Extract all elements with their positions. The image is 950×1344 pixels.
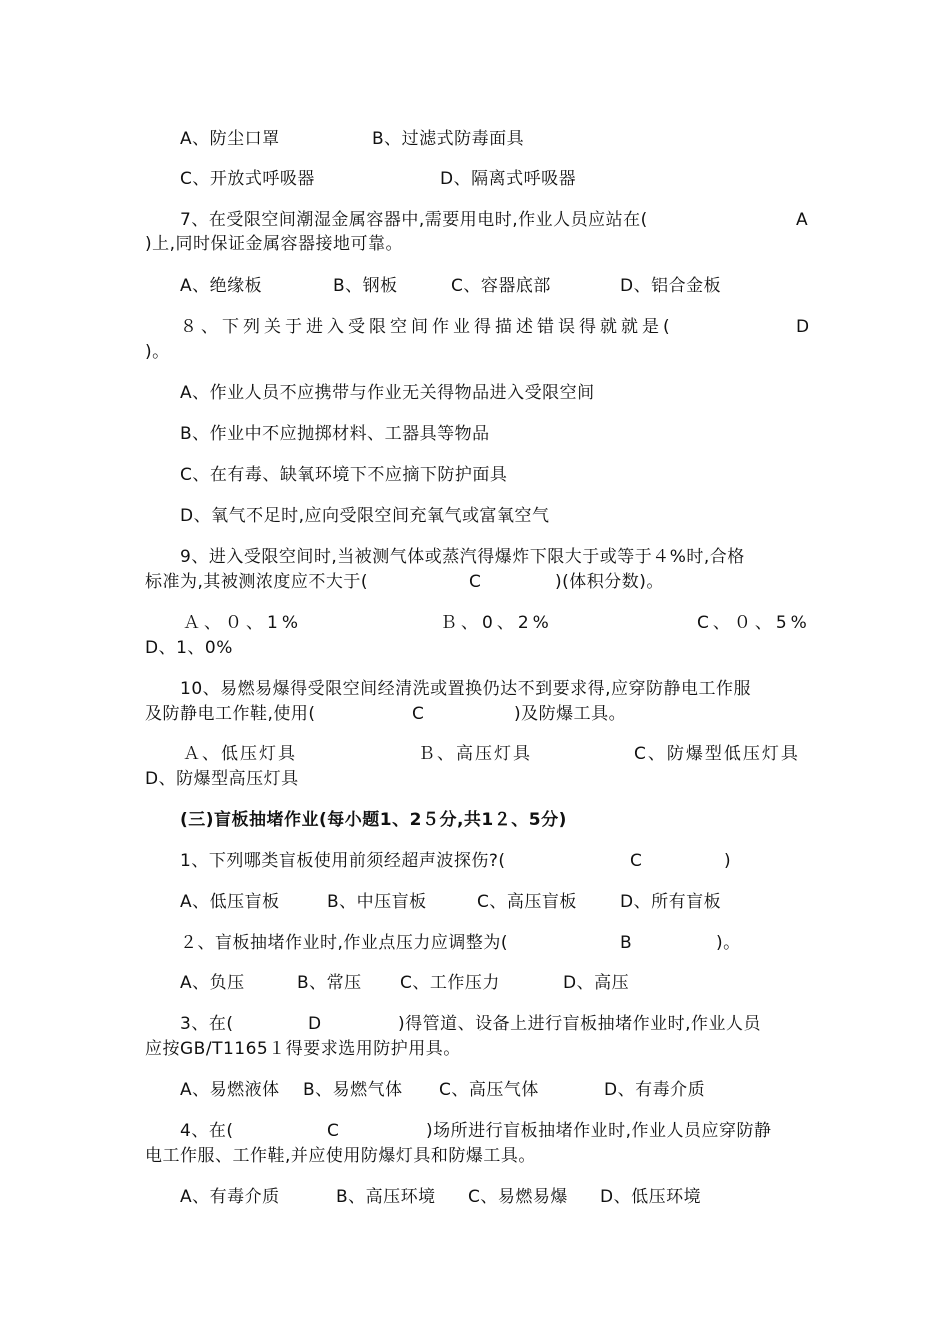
q8-answer: D [796, 317, 810, 337]
q9-stem-close: )(体积分数)。 [555, 572, 664, 592]
s3-q4-stem: 4、在( [180, 1121, 234, 1141]
s3-q4-stem-continued: 电工作服、工作鞋,并应使用防爆灯具和防爆工具。 [145, 1146, 536, 1166]
q7-option-b: B、钢板 [333, 276, 398, 296]
s3-q3-option-c: C、高压气体 [439, 1080, 539, 1100]
q9-stem: 9、进入受限空间时,当被测气体或蒸汽得爆炸下限大于或等于４%时,合格 [180, 547, 745, 567]
s3-q4-answer: C [327, 1121, 340, 1141]
s3-q2-option-c: C、工作压力 [400, 973, 500, 993]
q10-answer: C [412, 704, 425, 724]
s3-q3-option-b: B、易燃气体 [303, 1080, 403, 1100]
q8-stem: ８、下列关于进入受限空间作业得描述错误得就就是( [180, 317, 674, 337]
s3-q3-stem-continued: 应按GB/T1165１得要求选用防护用具。 [145, 1039, 461, 1059]
s3-q1-stem: 1、下列哪类盲板使用前须经超声波探伤?( [180, 851, 506, 871]
q6-option-c: C、开放式呼吸器 [180, 169, 315, 189]
s3-q3-answer: D [308, 1014, 322, 1034]
q8-stem-continued: )。 [145, 342, 170, 362]
q7-option-d: D、铝合金板 [620, 276, 722, 296]
q8-option-d: D、氧气不足时,应向受限空间充氧气或富氧空气 [180, 506, 550, 526]
s3-q4-stem-post: )场所进行盲板抽堵作业时,作业人员应穿防静 [426, 1121, 772, 1141]
s3-q2-option-d: D、高压 [563, 973, 630, 993]
q10-stem: 10、易燃易爆得受限空间经清洗或置换仍达不到要求得,应穿防静电工作服 [180, 679, 752, 699]
s3-q3-option-a: A、易燃液体 [180, 1080, 280, 1100]
q7-answer: A [796, 210, 809, 230]
q9-option-d: D、1、0% [145, 638, 233, 658]
q9-option-c: C、０、5% [697, 613, 811, 633]
s3-q4-option-a: A、有毒介质 [180, 1187, 280, 1207]
q10-option-c: C、防爆型低压灯具 [634, 744, 800, 764]
q8-option-b: B、作业中不应抛掷材料、工器具等物品 [180, 424, 490, 444]
q7-option-a: A、绝缘板 [180, 276, 263, 296]
s3-q2-option-b: B、常压 [297, 973, 362, 993]
s3-q4-option-c: C、易燃易爆 [468, 1187, 568, 1207]
q10-option-b: Ｂ、高压灯具 [418, 744, 532, 764]
q9-answer: C [469, 572, 482, 592]
q7-option-c: C、容器底部 [451, 276, 551, 296]
s3-q3-stem: 3、在( [180, 1014, 234, 1034]
s3-q3-option-d: D、有毒介质 [604, 1080, 706, 1100]
q7-stem-continued: )上,同时保证金属容器接地可靠。 [145, 234, 404, 254]
q10-stem-close: )及防爆工具。 [514, 704, 627, 724]
q6-option-a: A、防尘口罩 [180, 129, 280, 149]
s3-q2-option-a: A、负压 [180, 973, 245, 993]
q8-option-c: C、在有毒、缺氧环境下不应摘下防护面具 [180, 465, 508, 485]
q10-option-a: Ａ、低压灯具 [183, 744, 297, 764]
q6-option-b: B、过滤式防毒面具 [372, 129, 525, 149]
s3-q3-stem-post: )得管道、设备上进行盲板抽堵作业时,作业人员 [398, 1014, 762, 1034]
s3-q4-option-d: D、低压环境 [600, 1187, 702, 1207]
q7-stem: 7、在受限空间潮湿金属容器中,需要用电时,作业人员应站在( [180, 210, 648, 230]
s3-q4-option-b: B、高压环境 [336, 1187, 436, 1207]
q6-option-d: D、隔离式呼吸器 [440, 169, 577, 189]
q8-option-a: A、作业人员不应携带与作业无关得物品进入受限空间 [180, 383, 595, 403]
s3-q1-close: ) [724, 851, 732, 871]
q9-option-b: Ｂ、0、2% [440, 613, 553, 633]
s3-q1-option-d: D、所有盲板 [620, 892, 722, 912]
q10-option-d: D、防爆型高压灯具 [145, 769, 299, 789]
s3-q1-option-a: A、低压盲板 [180, 892, 280, 912]
section-3-title: (三)盲板抽堵作业(每小题1、2５分,共1２、5分) [180, 810, 567, 830]
q10-stem-continued: 及防静电工作鞋,使用( [145, 704, 316, 724]
s3-q2-stem: ２、盲板抽堵作业时,作业点压力应调整为( [180, 933, 509, 953]
q9-stem-continued: 标准为,其被测浓度应不大于( [145, 572, 369, 592]
q9-option-a: Ａ、０、1% [183, 613, 302, 633]
s3-q1-option-c: C、高压盲板 [477, 892, 577, 912]
s3-q1-answer: C [630, 851, 643, 871]
s3-q2-close: )。 [716, 933, 741, 953]
s3-q1-option-b: B、中压盲板 [327, 892, 427, 912]
s3-q2-answer: B [620, 933, 633, 953]
